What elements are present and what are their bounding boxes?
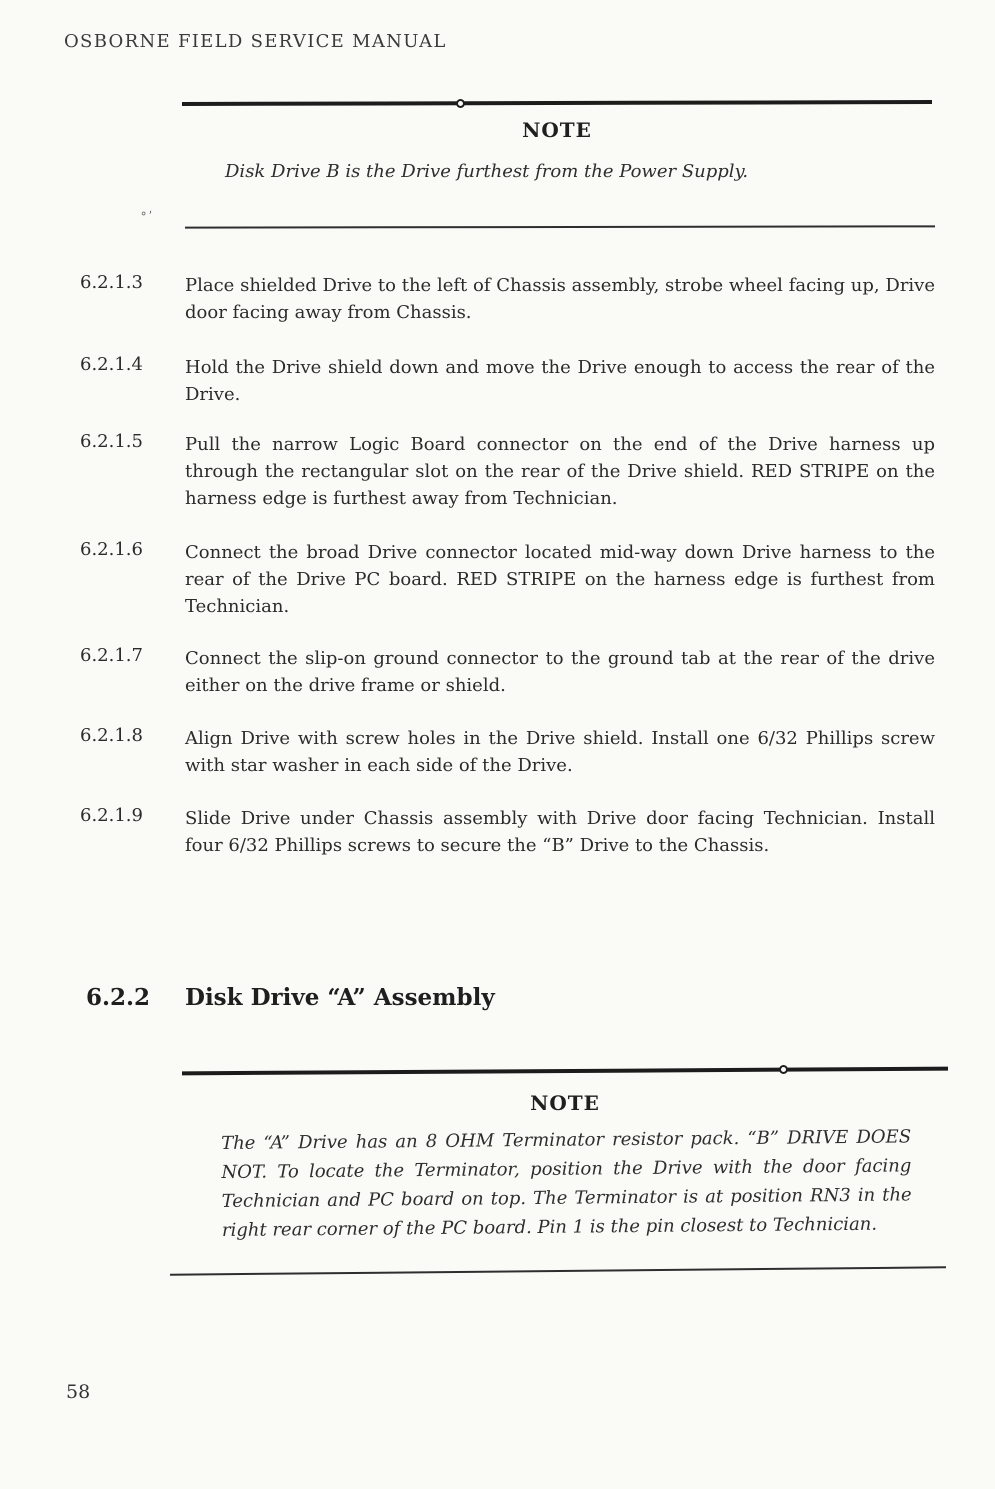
step-row (80, 539, 936, 620)
step-number: 6.2.1.6 (80, 539, 143, 560)
step-row (80, 725, 936, 779)
note-bottom-label: NOTE (530, 1091, 600, 1115)
step-number: 6.2.1.8 (80, 725, 143, 746)
note-top-body: Disk Drive B is the Drive furthest from the Power Supply. (225, 161, 749, 182)
step-number: 6.2.1.4 (80, 354, 143, 375)
step-text: Connect the slip-on ground connector to the ground tab at the rear of the drive either on the drive frame or shield. (185, 648, 935, 696)
step-text: Place shielded Drive to the left of Chassis assembly, strobe wheel facing up, Drive door facing away from Chassis. (185, 275, 935, 323)
step-number: 6.2.1.9 (80, 805, 143, 826)
note-bottom-body: The “A” Drive has an 8 OHM Terminator resistor pack. “B” DRIVE DOES NOT. To locate the Terminator, position the Drive with the door facing Technician and PC board on top. The Terminator is at position RN3 in the right rear corner of the PC board. Pin 1 is the pin closest to Technician. (221, 1126, 912, 1241)
step-row (80, 354, 936, 408)
note-top-label: NOTE (522, 118, 592, 142)
step-row (80, 431, 936, 512)
step-row (80, 805, 936, 859)
step-text: Slide Drive under Chassis assembly with Drive door facing Technician. Install four 6/32 Phillips screws to secure the “B” Drive to the Chassis. (185, 808, 935, 856)
scan-artifact-ring (779, 1065, 788, 1074)
page-number: 58 (66, 1381, 91, 1403)
step-text: Align Drive with screw holes in the Drive shield. Install one 6/32 Phillips screw with star washer in each side of the Drive. (185, 728, 935, 776)
step-row (80, 645, 936, 699)
step-text: Pull the narrow Logic Board connector on the end of the Drive harness up through the rectangular slot on the rear of the Drive shield. RED STRIPE on the harness edge is furthest away from Technician. (185, 434, 935, 509)
note-bottom-rule-upper (182, 1067, 948, 1076)
section-heading (86, 984, 495, 1011)
note-bottom-rule-lower (170, 1266, 946, 1275)
note-top-rule-upper (182, 100, 932, 106)
section-number: 6.2.2 (86, 984, 151, 1011)
step-text: Connect the broad Drive connector located mid-way down Drive harness to the rear of the Drive PC board. RED STRIPE on the harness edge is furthest from Technician. (185, 542, 935, 617)
step-number: 6.2.1.3 (80, 272, 143, 293)
step-number: 6.2.1.5 (80, 431, 143, 452)
step-number: 6.2.1.7 (80, 645, 143, 666)
step-row (80, 272, 936, 326)
page-header: OSBORNE FIELD SERVICE MANUAL (64, 31, 447, 52)
note-top-rule-lower (185, 225, 935, 228)
step-text: Hold the Drive shield down and move the Drive enough to access the rear of the Drive. (185, 357, 935, 405)
section-title: Disk Drive “A” Assembly (185, 984, 495, 1011)
scan-artifact-mark: °’ (140, 208, 156, 224)
scan-artifact-ring (456, 99, 465, 108)
